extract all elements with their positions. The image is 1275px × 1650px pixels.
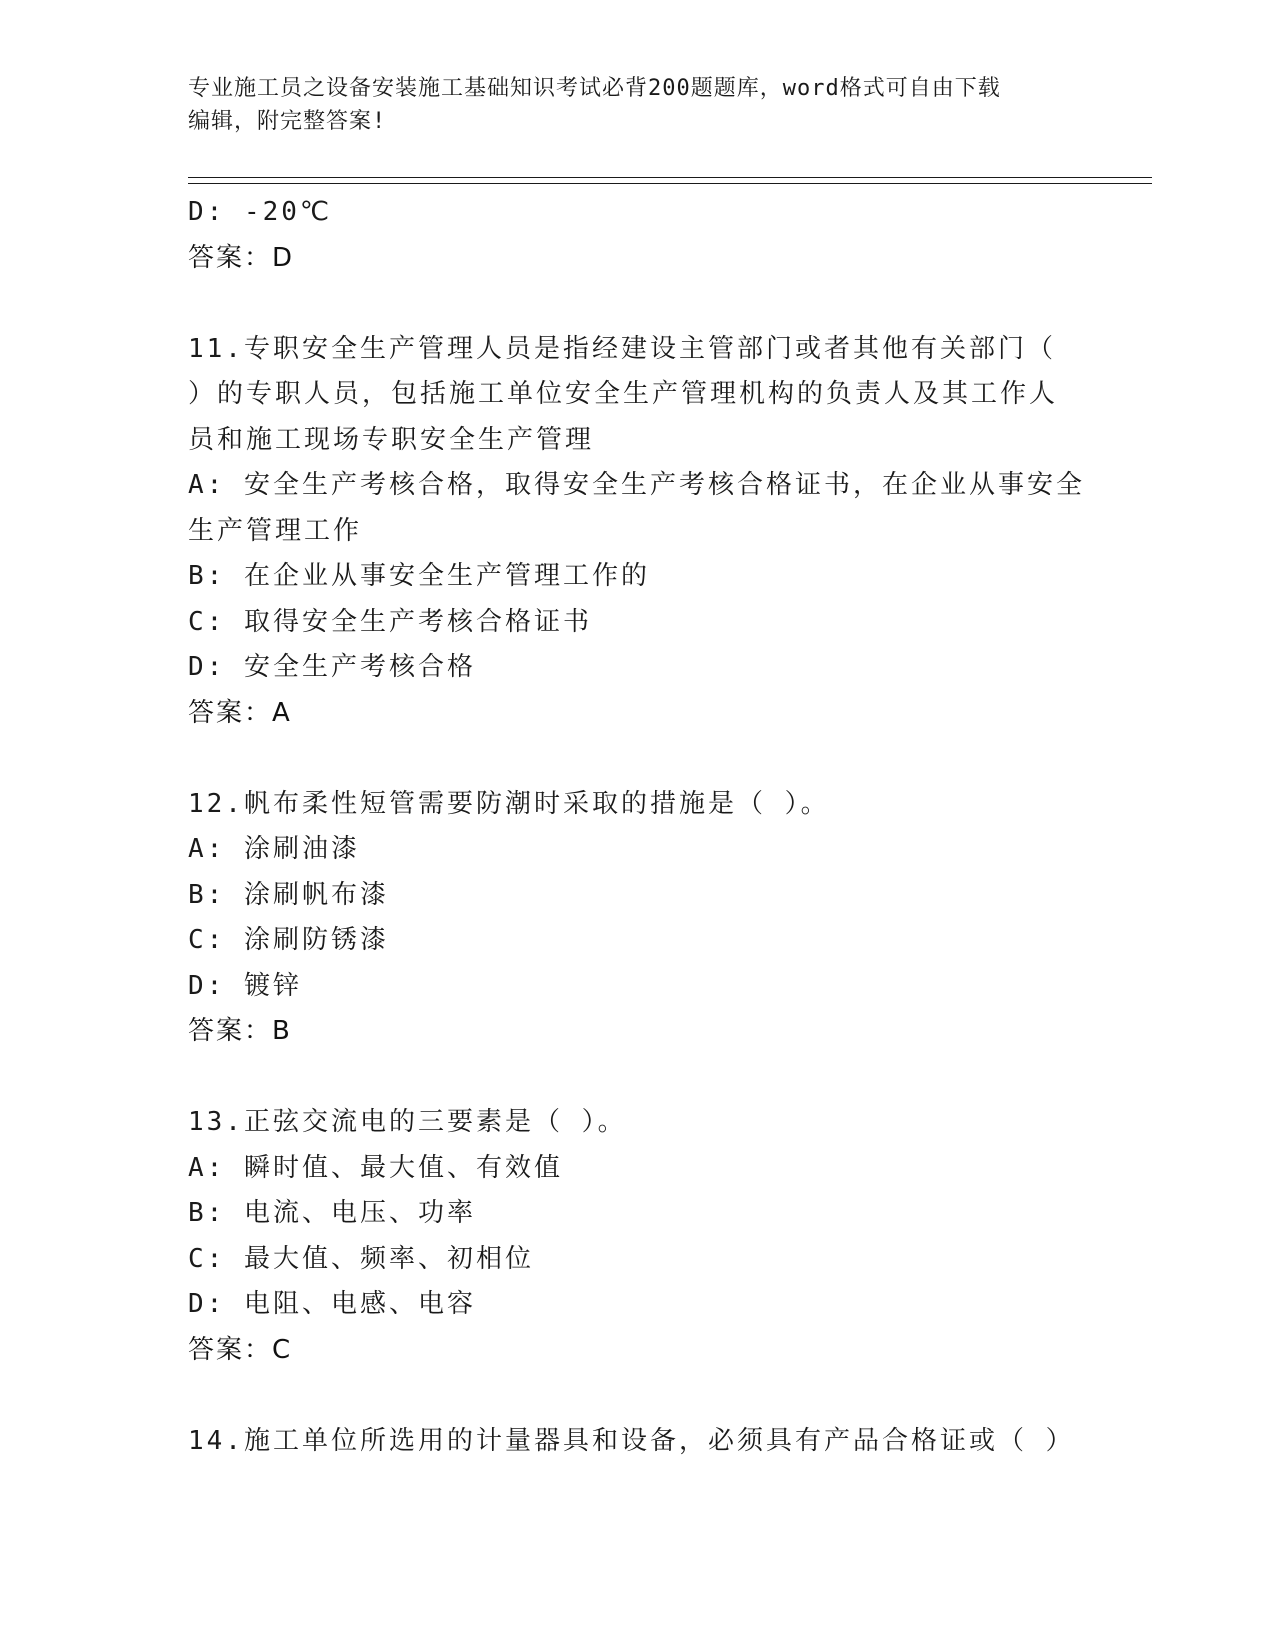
answer-line: 答案：D: [188, 242, 295, 273]
question-text-line: ）的专职人员，包括施工单位安全生产管理机构的负责人及其工作人: [188, 379, 1059, 409]
option-b: B: 涂刷帆布漆: [188, 879, 389, 910]
document-header: [188, 72, 1088, 138]
document-body: [188, 190, 1088, 1464]
answer-line: 答案：B: [188, 1016, 292, 1046]
question-12: [188, 782, 1088, 1055]
spacer: [188, 281, 1088, 327]
question-text-line: 11.专职安全生产管理人员是指经建设主管部门或者其他有关部门（: [188, 333, 1056, 364]
option-a-continued: 生产管理工作: [188, 515, 363, 546]
question-11: [188, 327, 1088, 737]
option-a: A: 瞬时值、最大值、有效值: [188, 1152, 563, 1183]
question-13: [188, 1100, 1088, 1373]
option-c: C: 取得安全生产考核合格证书: [188, 606, 592, 637]
option-c: C: 涂刷防锈漆: [188, 925, 389, 955]
option-d: D: 电阻、电感、电容: [188, 1289, 476, 1319]
option-c: C: 最大值、频率、初相位: [188, 1243, 534, 1274]
spacer: [188, 1373, 1088, 1419]
question-text-line: 13.正弦交流电的三要素是（ ）。: [188, 1107, 627, 1137]
header-title-line-2: 编辑，附完整答案!: [188, 109, 387, 134]
question-text-line: 12.帆布柔性短管需要防潮时采取的措施是（ ）。: [188, 788, 830, 819]
spacer: [188, 1055, 1088, 1101]
spacer: [188, 736, 1088, 782]
option-d: D: 镀锌: [188, 970, 302, 1001]
previous-question-tail: [188, 190, 1088, 281]
option-b: B: 在企业从事安全生产管理工作的: [188, 561, 650, 591]
option-a: A: 涂刷油漆: [188, 834, 360, 864]
option-a: A: 安全生产考核合格，取得安全生产考核合格证书，在企业从事安全: [188, 470, 1085, 500]
header-rule-top: [188, 177, 1152, 178]
header-rule-bottom: [188, 183, 1152, 184]
option-d: D: -20℃: [188, 197, 333, 227]
question-text-line: 14.施工单位所选用的计量器具和设备，必须具有产品合格证或（ ）: [188, 1425, 1075, 1456]
question-14: [188, 1419, 1088, 1465]
answer-line: 答案：A: [188, 697, 292, 728]
option-d: D: 安全生产考核合格: [188, 652, 476, 682]
answer-line: 答案：C: [188, 1334, 293, 1365]
header-title-line-1: 专业施工员之设备安装施工基础知识考试必背200题题库，word格式可自由下载: [188, 76, 1001, 101]
option-b: B: 电流、电压、功率: [188, 1198, 476, 1228]
question-text-line: 员和施工现场专职安全生产管理: [188, 424, 595, 455]
